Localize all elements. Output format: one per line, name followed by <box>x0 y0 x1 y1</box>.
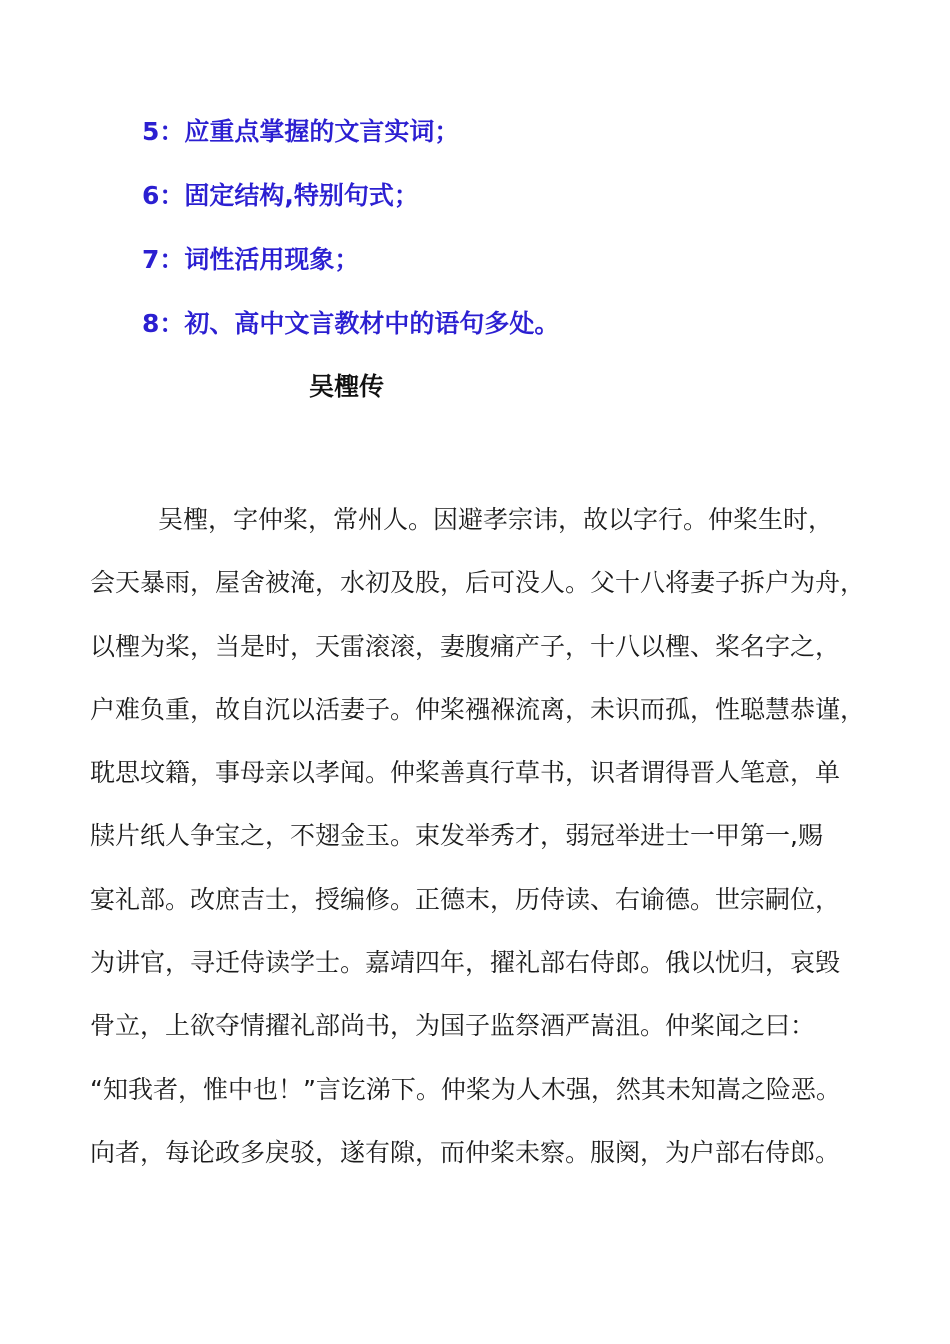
text-line: 吴檉，字仲桨，常州人。因避孝宗讳，故以字行。仲桨生时， <box>158 505 834 534</box>
list-item: 8：初、高中文言教材中的语句多处。 <box>142 309 560 338</box>
text-line: 户难负重，故自沉以活妻子。仲桨襁褓流离，未识而孤，性聪慧恭谨， <box>90 694 866 724</box>
text-line: 宴礼部。改庶吉士，授编修。正德末，历侍读、右谕德。世宗嗣位， <box>90 884 841 914</box>
text-line: 以檉为桨，当是时，天雷滚滚，妻腹痛产子，十八以檉、桨名字之， <box>90 631 841 661</box>
list-item: 7：词性活用现象； <box>142 245 360 274</box>
text-line: “知我者，惟中也！”言讫涕下。仲桨为人木强，然其未知嵩之险恶。 <box>90 1074 841 1104</box>
key-points-list <box>142 110 559 366</box>
list-item: 5：应重点掌握的文言实词； <box>142 117 460 146</box>
text-line: 耽思坟籍，事母亲以孝闻。仲桨善真行草书，识者谓得晋人笔意，单 <box>90 758 841 788</box>
article-body <box>90 498 880 1194</box>
text-line: 向者，每论政多戾驳，遂有隙，而仲桨未察。服阕，为户部右侍郎。 <box>90 1137 841 1167</box>
text-line: 骨立，上欲夺情擢礼部尚书，为国子监祭酒严嵩沮。仲桨闻之曰： <box>90 1011 816 1041</box>
text-line: 为讲官，寻迁侍读学士。嘉靖四年，擢礼部右侍郎。俄以忧归，哀毁 <box>90 948 841 978</box>
text-line: 牍片纸人争宝之，不翅金玉。束发举秀才，弱冠举进士一甲第一,赐 <box>90 821 823 851</box>
text-line: 会天暴雨，屋舍被淹，水初及股，后可没人。父十八将妻子拆户为舟， <box>90 568 866 598</box>
list-item: 6：固定结构,特别句式； <box>142 181 419 210</box>
article-title: 吴檉传 <box>309 372 385 401</box>
